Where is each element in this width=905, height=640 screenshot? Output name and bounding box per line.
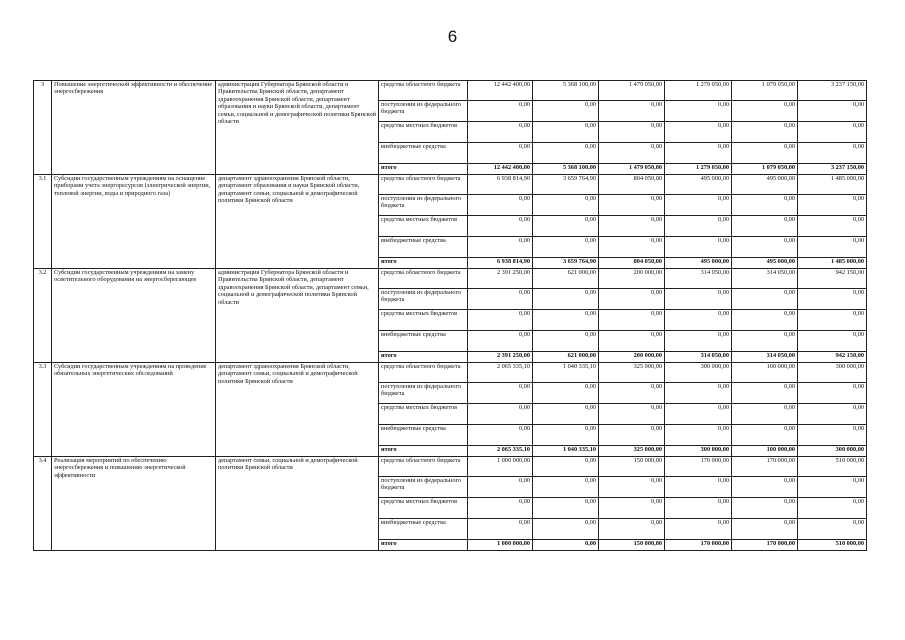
amount-cell: 3 237 150,00 [798,81,867,101]
amount-cell: 100 000,00 [732,363,798,383]
amount-cell: 0,00 [798,195,867,216]
amount-cell: 170 000,00 [665,540,732,551]
funding-source: поступления из федерального бюджета [379,289,468,310]
amount-cell: 0,00 [798,122,867,143]
amount-cell: 0,00 [665,289,732,310]
amount-cell: 0,00 [533,425,599,446]
amount-cell: 0,00 [798,310,867,331]
amount-cell: 0,00 [468,404,533,425]
amount-cell: 0,00 [665,195,732,216]
amount-cell: 0,00 [533,331,599,352]
amount-cell: 0,00 [798,404,867,425]
amount-cell: 1 485 000,00 [798,175,867,195]
amount-cell: 0,00 [599,143,665,164]
funding-source: средства местных бюджетов [379,310,468,331]
amount-cell: 0,00 [468,383,533,404]
amount-cell: 3 237 150,00 [798,164,867,175]
amount-cell: 0,00 [599,289,665,310]
amount-cell: 0,00 [732,289,798,310]
amount-cell: 300 000,00 [665,363,732,383]
amount-cell: 170 000,00 [732,457,798,477]
item-number: 3 [34,81,52,175]
funding-source: внебюджетные средства [379,519,468,540]
amount-cell: 314 050,00 [732,269,798,289]
item-name: Реализация мероприятий по обеспечению энергосбережения и повышению энергетической эффективности [52,457,216,551]
funding-source: поступления из федерального бюджета [379,101,468,122]
amount-cell: 621 000,00 [533,352,599,363]
amount-cell: 0,00 [468,310,533,331]
amount-cell: 6 938 814,90 [468,175,533,195]
amount-cell: 3 659 764,90 [533,258,599,269]
amount-cell: 0,00 [533,540,599,551]
amount-cell: 0,00 [732,425,798,446]
amount-cell: 0,00 [533,457,599,477]
amount-cell: 0,00 [665,237,732,258]
amount-cell: 1 279 050,00 [665,81,732,101]
table-row [34,81,867,101]
amount-cell: 0,00 [468,425,533,446]
funding-source: поступления из федерального бюджета [379,383,468,404]
table-row [34,269,867,289]
amount-cell: 0,00 [533,310,599,331]
funding-source: средства областного бюджета [379,363,468,383]
amount-cell: 1 479 050,00 [599,164,665,175]
amount-cell: 0,00 [665,477,732,498]
amount-cell: 510 000,00 [798,540,867,551]
amount-cell: 2 065 335,10 [468,363,533,383]
amount-cell: 1 000 000,00 [468,540,533,551]
amount-cell: 0,00 [599,404,665,425]
amount-cell: 0,00 [798,477,867,498]
amount-cell: 1 000 000,00 [468,457,533,477]
amount-cell: 0,00 [599,101,665,122]
amount-cell: 0,00 [732,498,798,519]
amount-cell: 0,00 [732,195,798,216]
amount-cell: 0,00 [468,289,533,310]
amount-cell: 0,00 [533,477,599,498]
amount-cell: 2 065 335,10 [468,446,533,457]
amount-cell: 0,00 [599,519,665,540]
item-number: 3.3 [34,363,52,457]
amount-cell: 0,00 [533,383,599,404]
amount-cell: 2 391 250,00 [468,269,533,289]
amount-cell: 0,00 [732,519,798,540]
amount-cell: 300 000,00 [665,446,732,457]
funding-source: средства областного бюджета [379,457,468,477]
amount-cell: 0,00 [665,310,732,331]
amount-cell: 0,00 [599,383,665,404]
amount-cell: 0,00 [665,331,732,352]
amount-cell: 0,00 [533,101,599,122]
amount-cell: 1 079 050,00 [732,164,798,175]
funding-source: поступления из федерального бюджета [379,195,468,216]
amount-cell: 300 000,00 [798,446,867,457]
amount-cell: 0,00 [533,404,599,425]
amount-cell: 150 000,00 [599,540,665,551]
amount-cell: 0,00 [599,237,665,258]
amount-cell: 12 442 400,00 [468,164,533,175]
amount-cell: 0,00 [798,383,867,404]
item-name: Повышение энергетической эффективности и обеспечение энергосбережения [52,81,216,175]
funding-source: внебюджетные средства [379,237,468,258]
item-name: Субсидии государственным учреждениям на замену осветительного оборудования на энергосберегающее [52,269,216,363]
amount-cell: 0,00 [599,425,665,446]
amount-cell: 325 000,00 [599,446,665,457]
amount-cell: 325 000,00 [599,363,665,383]
item-executor: департамент здравоохранения Брянской области, департамент образования и науки Брянской области, департамент семьи, социальной и демографической политики Брянской области [216,175,379,269]
amount-cell: 0,00 [732,122,798,143]
amount-cell: 0,00 [798,498,867,519]
amount-cell: 0,00 [468,195,533,216]
amount-cell: 150 000,00 [599,457,665,477]
amount-cell: 0,00 [468,216,533,237]
amount-cell: 1 079 050,00 [732,81,798,101]
funding-source: итого [379,352,468,363]
amount-cell: 0,00 [665,519,732,540]
item-number: 3.4 [34,457,52,551]
item-executor: департамент здравоохранения Брянской области, департамент семьи, социальной и демографической политики Брянской области [216,363,379,457]
amount-cell: 0,00 [599,498,665,519]
amount-cell: 200 000,00 [599,269,665,289]
amount-cell: 314 050,00 [732,352,798,363]
amount-cell: 100 000,00 [732,446,798,457]
amount-cell: 0,00 [468,122,533,143]
amount-cell: 0,00 [599,310,665,331]
item-name: Субсидии государственным учреждениям на проведение обязательных энергетических обследований [52,363,216,457]
table-row [34,457,867,477]
amount-cell: 0,00 [798,237,867,258]
amount-cell: 5 368 100,00 [533,164,599,175]
amount-cell: 0,00 [665,404,732,425]
item-number: 3.2 [34,269,52,363]
amount-cell: 300 000,00 [798,363,867,383]
amount-cell: 314 050,00 [665,269,732,289]
amount-cell: 0,00 [798,216,867,237]
amount-cell: 0,00 [732,383,798,404]
budget-table [33,80,867,551]
funding-source: внебюджетные средства [379,425,468,446]
amount-cell: 0,00 [732,477,798,498]
amount-cell: 0,00 [798,519,867,540]
funding-source: средства местных бюджетов [379,498,468,519]
amount-cell: 0,00 [468,477,533,498]
amount-cell: 942 150,00 [798,352,867,363]
funding-source: итого [379,258,468,269]
amount-cell: 942 150,00 [798,269,867,289]
amount-cell: 0,00 [665,122,732,143]
amount-cell: 0,00 [732,404,798,425]
amount-cell: 12 442 400,00 [468,81,533,101]
amount-cell: 804 050,00 [599,258,665,269]
funding-source: средства местных бюджетов [379,122,468,143]
amount-cell: 1 040 335,10 [533,363,599,383]
amount-cell: 0,00 [798,289,867,310]
amount-cell: 0,00 [732,216,798,237]
amount-cell: 0,00 [732,310,798,331]
amount-cell: 5 368 100,00 [533,81,599,101]
item-name: Субсидии государственным учреждениям на оснащение приборами учета энергоресурсов (электрической энергии, тепловой энергии, воды и природного газа) [52,175,216,269]
amount-cell: 0,00 [798,143,867,164]
funding-source: итого [379,164,468,175]
amount-cell: 495 000,00 [732,175,798,195]
amount-cell: 804 050,00 [599,175,665,195]
amount-cell: 0,00 [665,101,732,122]
amount-cell: 0,00 [599,216,665,237]
amount-cell: 0,00 [468,237,533,258]
amount-cell: 1 279 050,00 [665,164,732,175]
amount-cell: 1 485 000,00 [798,258,867,269]
amount-cell: 0,00 [798,425,867,446]
amount-cell: 314 050,00 [665,352,732,363]
amount-cell: 0,00 [468,331,533,352]
amount-cell: 0,00 [468,498,533,519]
amount-cell: 0,00 [468,143,533,164]
table-row [34,175,867,195]
amount-cell: 0,00 [798,331,867,352]
amount-cell: 0,00 [533,195,599,216]
amount-cell: 495 000,00 [665,175,732,195]
amount-cell: 0,00 [533,237,599,258]
amount-cell: 0,00 [665,383,732,404]
amount-cell: 0,00 [468,519,533,540]
amount-cell: 200 000,00 [599,352,665,363]
funding-source: средства областного бюджета [379,81,468,101]
amount-cell: 0,00 [533,519,599,540]
funding-source: средства областного бюджета [379,269,468,289]
funding-source: средства местных бюджетов [379,216,468,237]
amount-cell: 0,00 [533,216,599,237]
amount-cell: 510 000,00 [798,457,867,477]
amount-cell: 0,00 [468,101,533,122]
table-row [34,363,867,383]
amount-cell: 6 938 814,90 [468,258,533,269]
item-executor: администрация Губернатора Брянской области и Правительства Брянской области, департамент здравоохранения Брянской области, департамент семьи, социальной и демографической политики Брянской области [216,269,379,363]
amount-cell: 0,00 [533,289,599,310]
amount-cell: 495 000,00 [732,258,798,269]
page-number: 6 [447,27,458,46]
funding-source: внебюджетные средства [379,331,468,352]
funding-source: итого [379,446,468,457]
funding-source: средства местных бюджетов [379,404,468,425]
funding-source: внебюджетные средства [379,143,468,164]
amount-cell: 0,00 [732,143,798,164]
amount-cell: 495 000,00 [665,258,732,269]
amount-cell: 0,00 [533,122,599,143]
amount-cell: 0,00 [732,237,798,258]
amount-cell: 0,00 [599,195,665,216]
amount-cell: 0,00 [533,498,599,519]
amount-cell: 1 040 335,10 [533,446,599,457]
amount-cell: 0,00 [665,143,732,164]
amount-cell: 0,00 [732,331,798,352]
funding-source: средства областного бюджета [379,175,468,195]
amount-cell: 0,00 [599,331,665,352]
amount-cell: 0,00 [599,477,665,498]
amount-cell: 0,00 [599,122,665,143]
amount-cell: 170 000,00 [665,457,732,477]
item-executor: администрация Губернатора Брянской области и Правительства Брянской области, департамент здравоохранения Брянской области, департамент образования и науки Брянской области, департамент семьи, социальной и демографической политики Брянской области [216,81,379,175]
amount-cell: 0,00 [665,216,732,237]
amount-cell: 0,00 [533,143,599,164]
amount-cell: 0,00 [665,498,732,519]
amount-cell: 0,00 [732,101,798,122]
amount-cell: 1 479 050,00 [599,81,665,101]
amount-cell: 0,00 [665,425,732,446]
amount-cell: 170 000,00 [732,540,798,551]
amount-cell: 0,00 [798,101,867,122]
amount-cell: 2 391 250,00 [468,352,533,363]
item-executor: департамент семьи, социальной и демографической политики Брянской области [216,457,379,551]
amount-cell: 3 659 764,90 [533,175,599,195]
funding-source: итого [379,540,468,551]
amount-cell: 621 000,00 [533,269,599,289]
item-number: 3.1 [34,175,52,269]
funding-source: поступления из федерального бюджета [379,477,468,498]
